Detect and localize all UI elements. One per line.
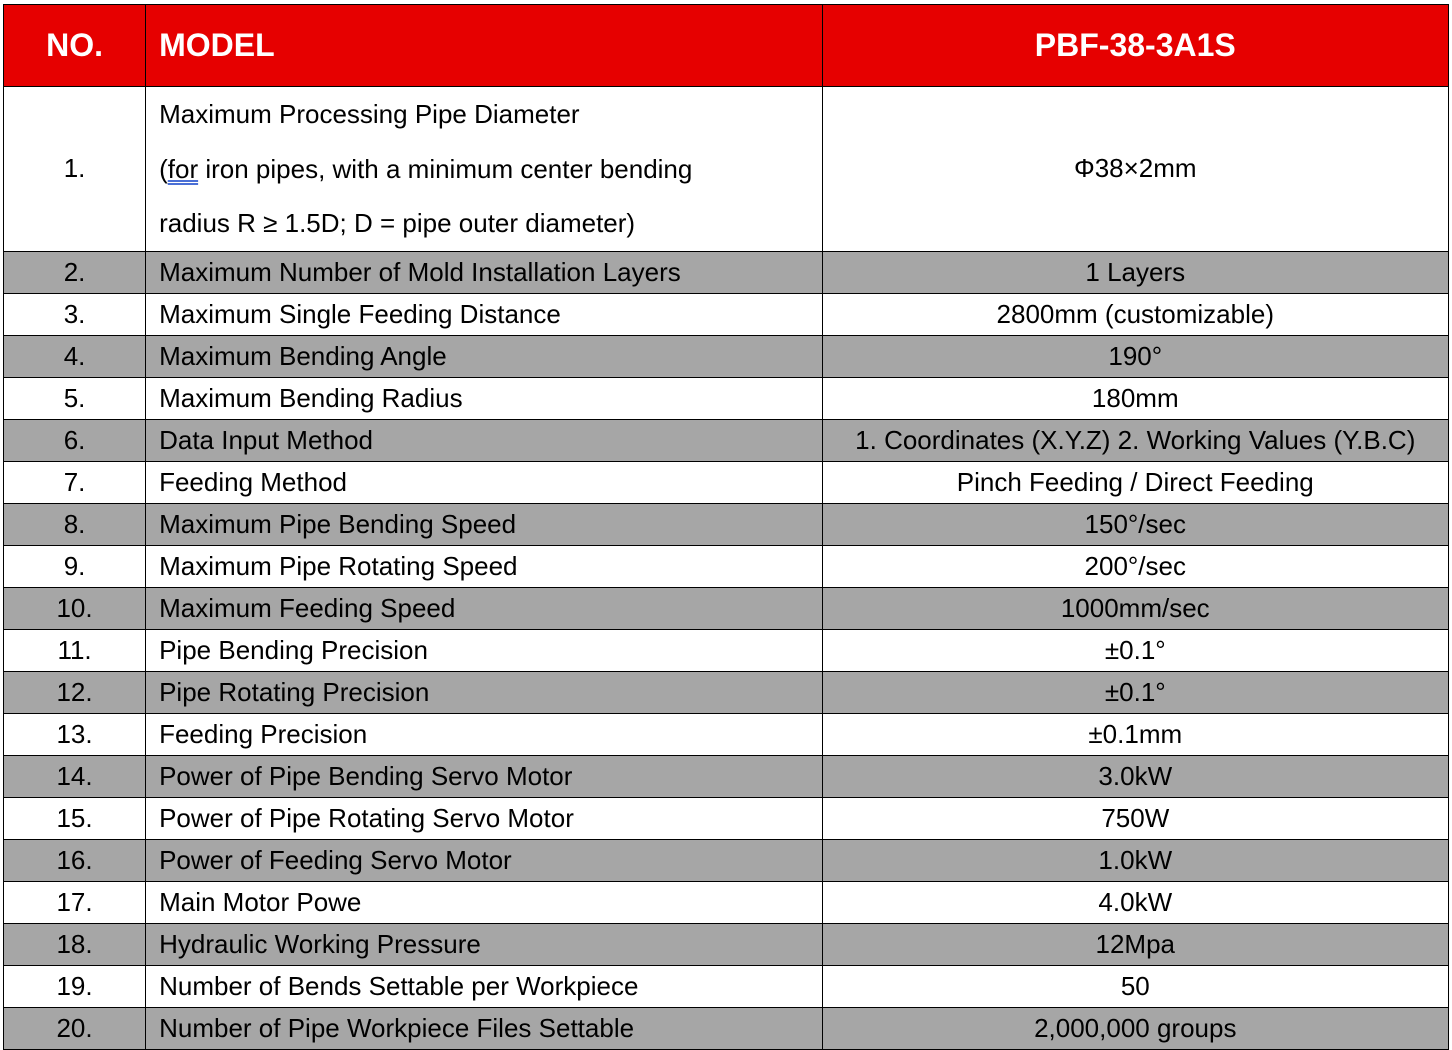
table-row	[4, 629, 1449, 671]
row-number: 3.	[4, 293, 146, 335]
table-row	[4, 251, 1449, 293]
table-row	[4, 587, 1449, 629]
row-item: Maximum Feeding Speed	[146, 587, 822, 629]
row-number: 8.	[4, 503, 146, 545]
row-item: Data Input Method	[146, 419, 822, 461]
row-number: 5.	[4, 377, 146, 419]
row-item: Power of Pipe Rotating Servo Motor	[146, 797, 822, 839]
table-header-row	[4, 5, 1449, 87]
row-number: 9.	[4, 545, 146, 587]
row-item: Feeding Method	[146, 461, 822, 503]
table-row	[4, 965, 1449, 1007]
row-value: 12Mpa	[822, 923, 1448, 965]
row-number: 2.	[4, 251, 146, 293]
row-item: Maximum Single Feeding Distance	[146, 293, 822, 335]
table-row	[4, 87, 1449, 252]
table-row	[4, 713, 1449, 755]
table-row	[4, 923, 1449, 965]
row-value: 1 Layers	[822, 251, 1448, 293]
row-number: 1.	[4, 87, 146, 252]
row-item: Main Motor Powe	[146, 881, 822, 923]
row-item-line: Maximum Processing Pipe Diameter	[159, 99, 580, 129]
table-row	[4, 335, 1449, 377]
row-value: 50	[822, 965, 1448, 1007]
row-value: 2800mm (customizable)	[822, 293, 1448, 335]
row-item: Maximum Number of Mold Installation Layers	[146, 251, 822, 293]
row-number: 14.	[4, 755, 146, 797]
row-value: 200°/sec	[822, 545, 1448, 587]
row-value: 1.0kW	[822, 839, 1448, 881]
row-value: 750W	[822, 797, 1448, 839]
table-row	[4, 881, 1449, 923]
row-item: Number of Pipe Workpiece Files Settable	[146, 1007, 822, 1049]
row-number: 17.	[4, 881, 146, 923]
row-value: ±0.1mm	[822, 713, 1448, 755]
header-model-value: PBF-38-3A1S	[822, 5, 1448, 87]
row-value: Φ38×2mm	[822, 87, 1448, 252]
row-number: 6.	[4, 419, 146, 461]
row-value: Pinch Feeding / Direct Feeding	[822, 461, 1448, 503]
spellcheck-underlined-word: for	[167, 153, 199, 184]
row-number: 12.	[4, 671, 146, 713]
table-body	[4, 251, 1449, 1049]
row-item: Power of Pipe Bending Servo Motor	[146, 755, 822, 797]
row-item: Maximum Bending Radius	[146, 377, 822, 419]
table-row	[4, 419, 1449, 461]
row-number: 7.	[4, 461, 146, 503]
row-number: 13.	[4, 713, 146, 755]
table-row	[4, 503, 1449, 545]
row-value: 180mm	[822, 377, 1448, 419]
row-number: 10.	[4, 587, 146, 629]
table-row	[4, 671, 1449, 713]
spec-table	[3, 4, 1449, 1050]
row-item	[146, 87, 822, 252]
row-item-line	[159, 142, 821, 197]
row-value: 2,000,000 groups	[822, 1007, 1448, 1049]
table-row	[4, 839, 1449, 881]
row-value: 150°/sec	[822, 503, 1448, 545]
table-row	[4, 545, 1449, 587]
row-number: 16.	[4, 839, 146, 881]
row-item: Feeding Precision	[146, 713, 822, 755]
row-item: Number of Bends Settable per Workpiece	[146, 965, 822, 1007]
table-row	[4, 755, 1449, 797]
row-item-text: iron pipes, with a minimum center bending	[198, 153, 693, 184]
row-value: ±0.1°	[822, 671, 1448, 713]
row-item-text: (	[159, 153, 168, 184]
table-row	[4, 293, 1449, 335]
row-number: 20.	[4, 1007, 146, 1049]
row-value: 3.0kW	[822, 755, 1448, 797]
row-item: Maximum Pipe Rotating Speed	[146, 545, 822, 587]
row-value: 1000mm/sec	[822, 587, 1448, 629]
table-row	[4, 461, 1449, 503]
header-no: NO.	[4, 5, 146, 87]
table-row	[4, 1007, 1449, 1049]
row-item: Maximum Bending Angle	[146, 335, 822, 377]
row-value: ±0.1°	[822, 629, 1448, 671]
table-row	[4, 797, 1449, 839]
row-item: Hydraulic Working Pressure	[146, 923, 822, 965]
row-item: Maximum Pipe Bending Speed	[146, 503, 822, 545]
row-item: Pipe Bending Precision	[146, 629, 822, 671]
row-item-line: radius R ≥ 1.5D; D = pipe outer diameter)	[159, 208, 636, 238]
row-number: 4.	[4, 335, 146, 377]
table-row	[4, 377, 1449, 419]
row-value: 4.0kW	[822, 881, 1448, 923]
row-number: 11.	[4, 629, 146, 671]
row-number: 19.	[4, 965, 146, 1007]
row-value: 1. Coordinates (X.Y.Z) 2. Working Values (Y.B.C)	[822, 419, 1448, 461]
header-model: MODEL	[146, 5, 822, 87]
row-item: Pipe Rotating Precision	[146, 671, 822, 713]
row-number: 15.	[4, 797, 146, 839]
row-value: 190°	[822, 335, 1448, 377]
row-item: Power of Feeding Servo Motor	[146, 839, 822, 881]
row-number: 18.	[4, 923, 146, 965]
